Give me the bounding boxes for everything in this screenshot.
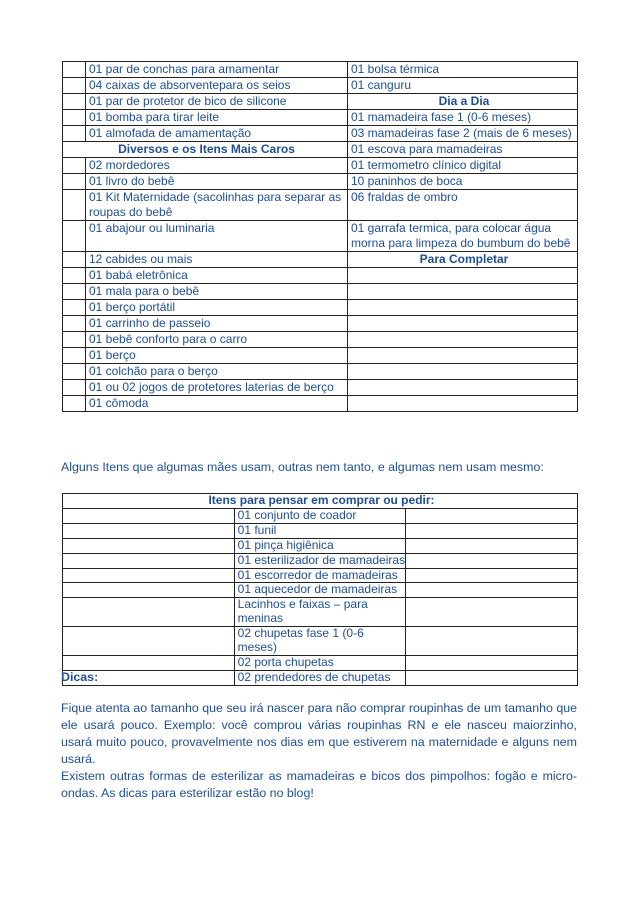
row-gutter [63, 174, 86, 190]
table-row [63, 284, 578, 300]
row-gutter [63, 598, 235, 627]
list-item: Lacinhos e faixas – para meninas [234, 598, 406, 627]
left-cell: 01 almofada de amamentação [86, 126, 348, 142]
table-row [63, 62, 578, 78]
empty-cell [406, 538, 578, 553]
right-cell: 01 mamadeira fase 1 (0-6 meses) [348, 110, 578, 126]
empty-cell [348, 316, 578, 332]
left-cell: 01 colchão para o berço [86, 364, 348, 380]
empty-cell [406, 655, 578, 670]
table-row [63, 142, 578, 158]
table-row [63, 126, 578, 142]
tips-text [61, 700, 577, 802]
list-item: 01 conjunto de coador [234, 508, 406, 523]
table-row [63, 78, 578, 94]
row-gutter [63, 380, 86, 396]
row-gutter [63, 627, 235, 656]
row-gutter [63, 268, 86, 284]
empty-cell [406, 598, 578, 627]
tips-paragraph: Existem outras formas de esterilizar as mamadeiras e bicos dos pimpolhos: fogão e micro-ondas. As dicas para esterilizar estão no blog! [61, 769, 577, 800]
tips-title: Dicas: [61, 670, 99, 684]
row-gutter [63, 655, 235, 670]
table-row [63, 221, 578, 252]
row-gutter [63, 190, 86, 221]
left-cell: 01 cômoda [86, 396, 348, 412]
baby-items-table [62, 61, 578, 412]
table-row [63, 583, 578, 598]
left-cell: 01 ou 02 jogos de protetores laterias de berço [86, 380, 348, 396]
table-row [63, 332, 578, 348]
row-gutter [63, 348, 86, 364]
empty-cell [406, 583, 578, 598]
row-gutter [63, 94, 86, 110]
table-row [63, 268, 578, 284]
left-cell: 01 babá eletrônica [86, 268, 348, 284]
left-cell: 01 mala para o bebê [86, 284, 348, 300]
empty-cell [348, 300, 578, 316]
row-gutter [63, 364, 86, 380]
left-cell: 01 berço portátil [86, 300, 348, 316]
empty-cell [406, 568, 578, 583]
row-gutter [63, 583, 235, 598]
list-item: 02 porta chupetas [234, 655, 406, 670]
empty-cell [348, 268, 578, 284]
left-cell: 01 abajour ou luminaria [86, 221, 348, 252]
optional-items-note: Alguns Itens que algumas mães usam, outras nem tanto, e algumas nem usam mesmo: [61, 460, 544, 474]
empty-cell [348, 348, 578, 364]
optional-items-table [62, 493, 578, 686]
row-gutter [63, 300, 86, 316]
list-item: 02 chupetas fase 1 (0-6 meses) [234, 627, 406, 656]
row-gutter [63, 523, 235, 538]
row-gutter [63, 252, 86, 268]
left-cell: 01 par de conchas para amamentar [86, 62, 348, 78]
left-cell: 01 par de protetor de bico de silicone [86, 94, 348, 110]
row-gutter [63, 553, 235, 568]
empty-cell [406, 670, 578, 685]
right-cell: 10 paninhos de boca [348, 174, 578, 190]
row-gutter [63, 568, 235, 583]
table-row [63, 396, 578, 412]
left-cell: 01 Kit Maternidade (sacolinhas para separar as roupas do bebê [86, 190, 348, 221]
empty-cell [348, 284, 578, 300]
left-cell: 01 carrinho de passeio [86, 316, 348, 332]
list-item: 01 escorredor de mamadeiras [234, 568, 406, 583]
table-row [63, 553, 578, 568]
right-cell: 01 garrafa termica, para colocar água morna para limpeza do bumbum do bebê [348, 221, 578, 252]
table-row [63, 598, 578, 627]
row-gutter [63, 221, 86, 252]
row-gutter [63, 332, 86, 348]
row-gutter [63, 62, 86, 78]
table-row [63, 523, 578, 538]
row-gutter [63, 538, 235, 553]
left-cell: 01 livro do bebê [86, 174, 348, 190]
empty-cell [406, 553, 578, 568]
section-heading-dia-a-dia: Dia a Dia [348, 94, 578, 110]
right-cell: 01 bolsa térmica [348, 62, 578, 78]
tips-paragraph: Fique atenta ao tamanho que seu irá nascer para não comprar roupinhas de um tamanho que ele usará pouco. Exemplo: você comprou várias roupinhas RN e ele nasceu maiorzinho, usará muito pouco, provavelmente nos dias em que estiverem na maternidade e alguns nem usará. [61, 701, 577, 766]
left-cell: 01 bebê conforto para o carro [86, 332, 348, 348]
table-row [63, 174, 578, 190]
table-row [63, 670, 578, 685]
right-cell: 01 canguru [348, 78, 578, 94]
list-item: 01 pinça higiênica [234, 538, 406, 553]
table-row [63, 627, 578, 656]
empty-cell [406, 508, 578, 523]
row-gutter [63, 110, 86, 126]
empty-cell [348, 396, 578, 412]
table-row [63, 316, 578, 332]
optional-items-heading: Itens para pensar em comprar ou pedir: [63, 494, 578, 509]
right-cell: 01 escova para mamadeiras [348, 142, 578, 158]
row-gutter [63, 508, 235, 523]
row-gutter [63, 316, 86, 332]
left-cell: 02 mordedores [86, 158, 348, 174]
table-row [63, 508, 578, 523]
list-item: 01 esterilizador de mamadeiras [234, 553, 406, 568]
table-row [63, 538, 578, 553]
row-gutter [63, 396, 86, 412]
right-cell: 06 fraldas de ombro [348, 190, 578, 221]
empty-cell [406, 627, 578, 656]
table-heading-row [63, 494, 578, 509]
row-gutter [63, 158, 86, 174]
empty-cell [348, 380, 578, 396]
empty-cell [406, 523, 578, 538]
list-item: 01 aquecedor de mamadeiras [234, 583, 406, 598]
left-cell: 01 bomba para tirar leite [86, 110, 348, 126]
table-row [63, 158, 578, 174]
left-cell: 04 caixas de absorventepara os seios [86, 78, 348, 94]
section-heading-diversos: Diversos e os Itens Mais Caros [63, 142, 348, 158]
table-row [63, 380, 578, 396]
row-gutter [63, 284, 86, 300]
right-cell: 01 termometro clínico digital [348, 158, 578, 174]
left-cell: 01 berço [86, 348, 348, 364]
table-row [63, 364, 578, 380]
section-heading-para-completar: Para Completar [348, 252, 578, 268]
right-cell: 03 mamadeiras fase 2 (mais de 6 meses) [348, 126, 578, 142]
table-row [63, 252, 578, 268]
row-gutter [63, 78, 86, 94]
table-row [63, 94, 578, 110]
table-row [63, 348, 578, 364]
table-row [63, 655, 578, 670]
empty-cell [348, 364, 578, 380]
table-row [63, 300, 578, 316]
list-item: 01 funil [234, 523, 406, 538]
row-gutter [63, 126, 86, 142]
left-cell: 12 cabides ou mais [86, 252, 348, 268]
table-row [63, 568, 578, 583]
table-row [63, 110, 578, 126]
empty-cell [348, 332, 578, 348]
list-item: 02 prendedores de chupetas [234, 670, 406, 685]
table-row [63, 190, 578, 221]
